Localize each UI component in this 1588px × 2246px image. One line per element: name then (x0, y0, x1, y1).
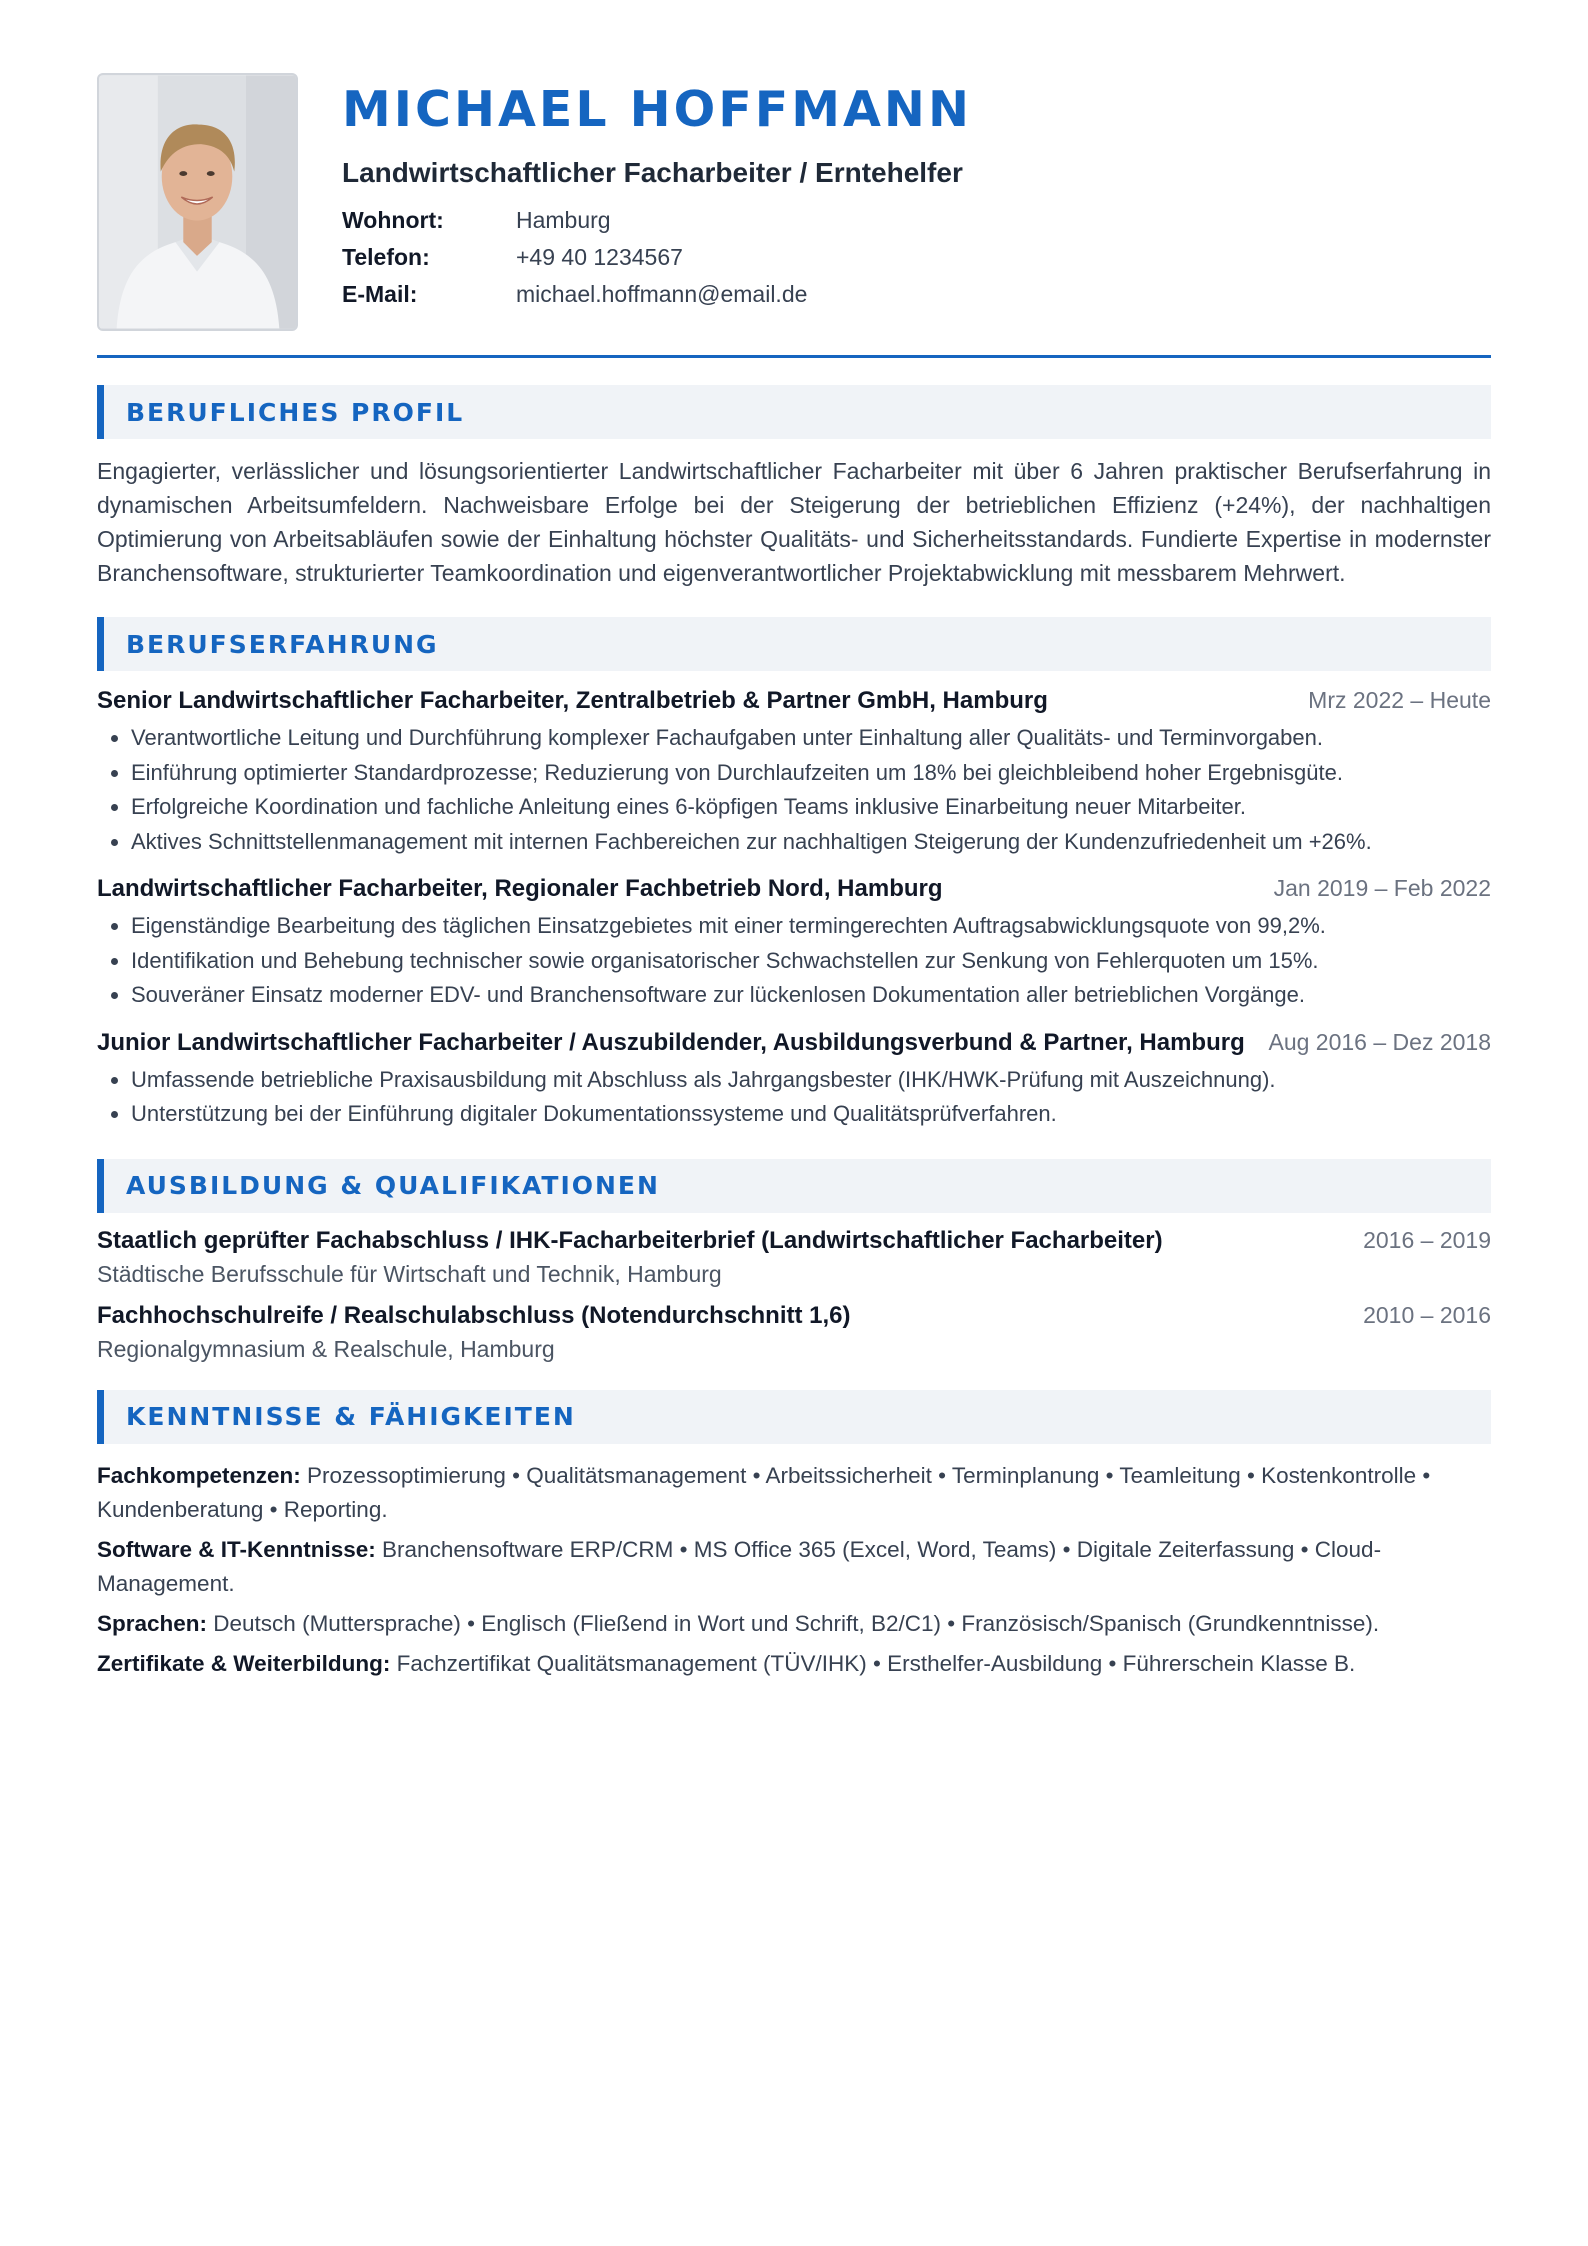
job-role: Landwirtschaftlicher Facharbeiter, Regionaler Fachbetrieb Nord, Hamburg (97, 875, 943, 902)
job-date: Mrz 2022 – Heute (1308, 687, 1491, 713)
job-bullet: • Eigenständige Bearbeitung des täglichen Einsatzgebietes mit einer termingerechten Auftragsabwicklungsquote von 99,2%. (131, 909, 1491, 944)
contact-label-phone: Telefon: (342, 244, 430, 270)
profile-summary: Engagierter, verlässlicher und lösungsorientierter Landwirtschaftlicher Facharbeiter mit über 6 Jahren praktischer Berufserfahrung in dynamischen Arbeitsumfeldern. Nachweisbare Erfolge bei der Steigerung der betrieblichen Effizienz (+24%), der nachhaltigen Optimierung von Arbeitsabläufen sowie der Einhaltung höchster Qualitäts- und Sicherheitsstandards. Fundierte Expertise in modernster Branchensoftware, strukturierter Teamkoordination und eigenverantwortlicher Projektabwicklung mit messbarem Mehrwert. (97, 458, 1491, 586)
skill-text: Fachzertifikat Qualitätsmanagement (TÜV/IHK) • Ersthelfer-Ausbildung • Führerschein Klasse B. (396, 1650, 1356, 1676)
contact-details (342, 207, 972, 308)
header-info (342, 73, 972, 308)
section-title-skills: KENNTNISSE & FÄHIGKEITEN (97, 1390, 1491, 1444)
skills-list (97, 1459, 1491, 1681)
contact-value-location: Hamburg (516, 207, 611, 233)
job-date: Aug 2016 – Dez 2018 (1268, 1028, 1491, 1055)
contact-value-email: michael.hoffmann@email.de (516, 281, 808, 307)
skill-text: Deutsch (Muttersprache) • Englisch (Fließend in Wort und Schrift, B2/C1) • Französisch/Spanisch (Grundkenntnisse). (213, 1610, 1380, 1636)
job-role: Senior Landwirtschaftlicher Facharbeiter, Zentralbetrieb & Partner GmbH, Hamburg (97, 687, 1048, 714)
job-bullet: • Unterstützung bei der Einführung digitaler Dokumentationssysteme und Qualitätsprüfverfahren. (131, 1097, 1491, 1132)
job-entry (97, 875, 1491, 1013)
job-header (97, 687, 1491, 715)
contact-value-phone: +49 40 1234567 (516, 244, 683, 270)
job-bullets (97, 1063, 1491, 1132)
job-bullet: • Einführung optimierter Standardprozesse; Reduzierung von Durchlaufzeiten um 18% bei gleichbleibend hoher Ergebnisgüte. (131, 756, 1491, 791)
skill-row (97, 1647, 1491, 1681)
job-bullets (97, 721, 1491, 859)
job-role: Junior Landwirtschaftlicher Facharbeiter / Auszubildender, Ausbildungsverbund & Partner, Hamburg (97, 1028, 1245, 1056)
skill-row (97, 1607, 1491, 1641)
candidate-title: Landwirtschaftlicher Facharbeiter / Erntehelfer (342, 157, 963, 188)
job-header (97, 1029, 1491, 1057)
education-entry (97, 1227, 1491, 1288)
candidate-name: MICHAEL HOFFMANN (342, 81, 972, 138)
profile-photo-image (99, 75, 296, 329)
skill-label: Sprachen: (97, 1610, 214, 1636)
skill-label: Fachkompetenzen: (97, 1462, 308, 1488)
job-entry (97, 1029, 1491, 1132)
job-header (97, 875, 1491, 903)
education-degree: Fachhochschulreife / Realschulabschluss (Notendurchschnitt 1,6) (97, 1301, 851, 1329)
skill-row (97, 1459, 1491, 1527)
skill-label: Zertifikate & Weiterbildung: (97, 1650, 397, 1676)
education-entry (97, 1302, 1491, 1363)
job-entry (97, 687, 1491, 859)
skill-text: Prozessoptimierung • Qualitätsmanagement • Arbeitssicherheit • Terminplanung • Teamleitung • Kostenkontrolle • Kundenberatung • Reporting. (97, 1462, 1431, 1522)
profile-photo (97, 73, 298, 331)
job-bullet: • Erfolgreiche Koordination und fachliche Anleitung eines 6-köpfigen Teams inklusive Einarbeitung neuer Mitarbeiter. (131, 790, 1491, 825)
contact-label-location: Wohnort: (342, 207, 444, 233)
education-date: 2010 – 2016 (1363, 1301, 1491, 1328)
contact-label-email: E-Mail: (342, 281, 418, 307)
job-date: Jan 2019 – Feb 2022 (1273, 875, 1491, 901)
education-date: 2016 – 2019 (1363, 1226, 1491, 1253)
resume-header (97, 73, 1491, 358)
skill-label: Software & IT-Kenntnisse: (97, 1536, 383, 1562)
education-degree: Staatlich geprüfter Fachabschluss / IHK-Facharbeiterbrief (Landwirtschaftlicher Facharbeiter) (97, 1226, 1163, 1254)
job-bullet: • Aktives Schnittstellenmanagement mit internen Fachbereichen zur nachhaltigen Steigerung der Kundenzufriedenheit um +26%. (131, 825, 1491, 860)
job-bullet: • Identifikation und Behebung technischer sowie organisatorischer Schwachstellen zur Senkung von Fehlerquoten um 15%. (131, 944, 1491, 979)
job-bullets (97, 909, 1491, 1013)
education-school: Regionalgymnasium & Realschule, Hamburg (97, 1335, 555, 1362)
job-bullet: • Souveräner Einsatz moderner EDV- und Branchensoftware zur lückenlosen Dokumentation aller betrieblichen Vorgänge. (131, 978, 1491, 1013)
job-bullet: • Verantwortliche Leitung und Durchführung komplexer Fachaufgaben unter Einhaltung aller Qualitäts- und Terminvorgaben. (131, 721, 1491, 756)
education-header (97, 1227, 1491, 1255)
education-school: Städtische Berufsschule für Wirtschaft und Technik, Hamburg (97, 1260, 722, 1287)
job-bullet: • Umfassende betriebliche Praxisausbildung mit Abschluss als Jahrgangsbester (IHK/HWK-Prüfung mit Auszeichnung). (131, 1063, 1491, 1098)
education-header (97, 1302, 1491, 1330)
section-title-experience: BERUFSERFAHRUNG (97, 617, 1491, 671)
skill-row (97, 1533, 1491, 1601)
section-title-education: AUSBILDUNG & QUALIFIKATIONEN (97, 1159, 1491, 1213)
section-title-profile: BERUFLICHES PROFIL (97, 385, 1491, 439)
skill-text: Branchensoftware ERP/CRM • MS Office 365 (Excel, Word, Teams) • Digitale Zeiterfassung • Cloud-Management. (97, 1536, 1382, 1596)
